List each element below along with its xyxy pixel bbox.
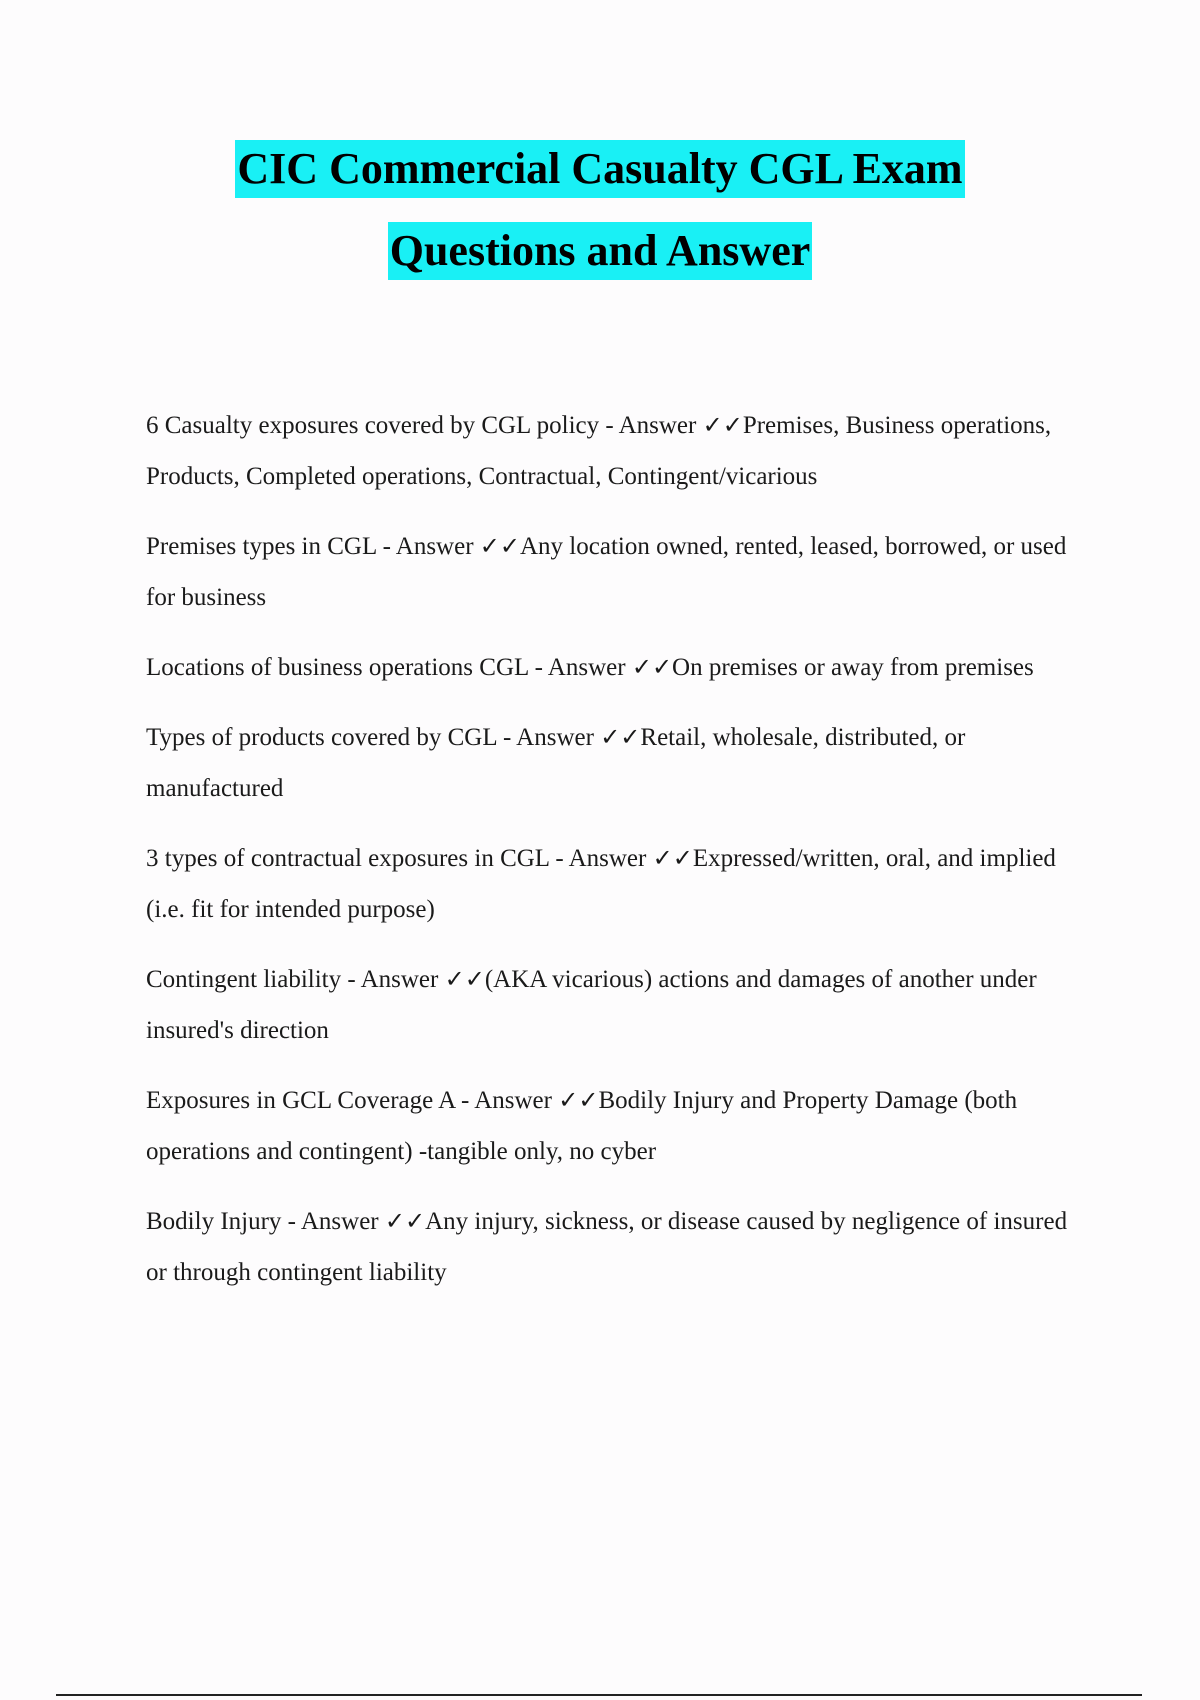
answer-separator: - Answer	[599, 412, 703, 439]
question-text: Bodily Injury	[146, 1208, 282, 1235]
answer-text: Any injury, sickness, or disease caused by negligence of insured or through contingent liability	[146, 1208, 1068, 1286]
qa-item	[146, 1196, 1092, 1298]
answer-text: Bodily Injury and Property Damage (both operations and contingent) -tangible only, no cyber	[146, 1087, 1018, 1165]
double-check-icon: ✓✓	[444, 965, 485, 993]
answer-separator: - Answer	[341, 966, 445, 993]
answer-separator: - Answer	[281, 1208, 385, 1235]
double-check-icon: ✓✓	[631, 653, 673, 681]
qa-list	[146, 400, 1092, 1317]
answer-text: Premises, Business operations, Products, Completed operations, Contractual, Contingent/vicarious	[146, 412, 1052, 490]
question-text: Premises types in CGL	[146, 533, 377, 560]
qa-item	[146, 954, 1092, 1056]
double-check-icon: ✓✓	[702, 411, 743, 439]
answer-text: (AKA vicarious) actions and damages of another under insured's direction	[146, 966, 1037, 1044]
question-text: Types of products covered by CGL	[146, 724, 497, 751]
answer-text: Expressed/written, oral, and implied (i.e. fit for intended purpose)	[146, 845, 1056, 923]
qa-item	[146, 1075, 1092, 1177]
double-check-icon: ✓✓	[558, 1086, 599, 1114]
question-text: 3 types of contractual exposures in CGL	[146, 845, 550, 872]
document-title	[0, 140, 1200, 280]
answer-text: Retail, wholesale, distributed, or manufactured	[146, 724, 966, 802]
answer-text: On premises or away from premises	[672, 654, 1034, 681]
question-text: Locations of business operations CGL	[146, 654, 529, 681]
answer-separator: - Answer	[496, 724, 601, 751]
answer-separator: - Answer	[376, 533, 480, 560]
answer-separator: - Answer	[549, 845, 653, 872]
double-check-icon: ✓✓	[479, 532, 520, 560]
double-check-icon: ✓✓	[600, 723, 641, 751]
question-text: 6 Casualty exposures covered by CGL policy	[146, 412, 600, 439]
double-check-icon: ✓✓	[652, 844, 693, 872]
qa-item	[146, 521, 1092, 623]
answer-text: Any location owned, rented, leased, borrowed, or used for business	[146, 533, 1067, 611]
answer-separator: - Answer	[528, 654, 632, 681]
qa-item	[146, 833, 1092, 935]
question-text: Contingent liability	[146, 966, 342, 993]
qa-item	[146, 400, 1092, 502]
double-check-icon: ✓✓	[384, 1207, 426, 1235]
answer-separator: - Answer	[454, 1087, 559, 1114]
title-line-2: Questions and Answer	[388, 222, 813, 280]
title-line-1: CIC Commercial Casualty CGL Exam	[235, 140, 964, 198]
question-text: Exposures in GCL Coverage A	[146, 1087, 455, 1114]
qa-item	[146, 712, 1092, 814]
footer-divider	[56, 1694, 1142, 1696]
qa-item	[146, 642, 1092, 693]
